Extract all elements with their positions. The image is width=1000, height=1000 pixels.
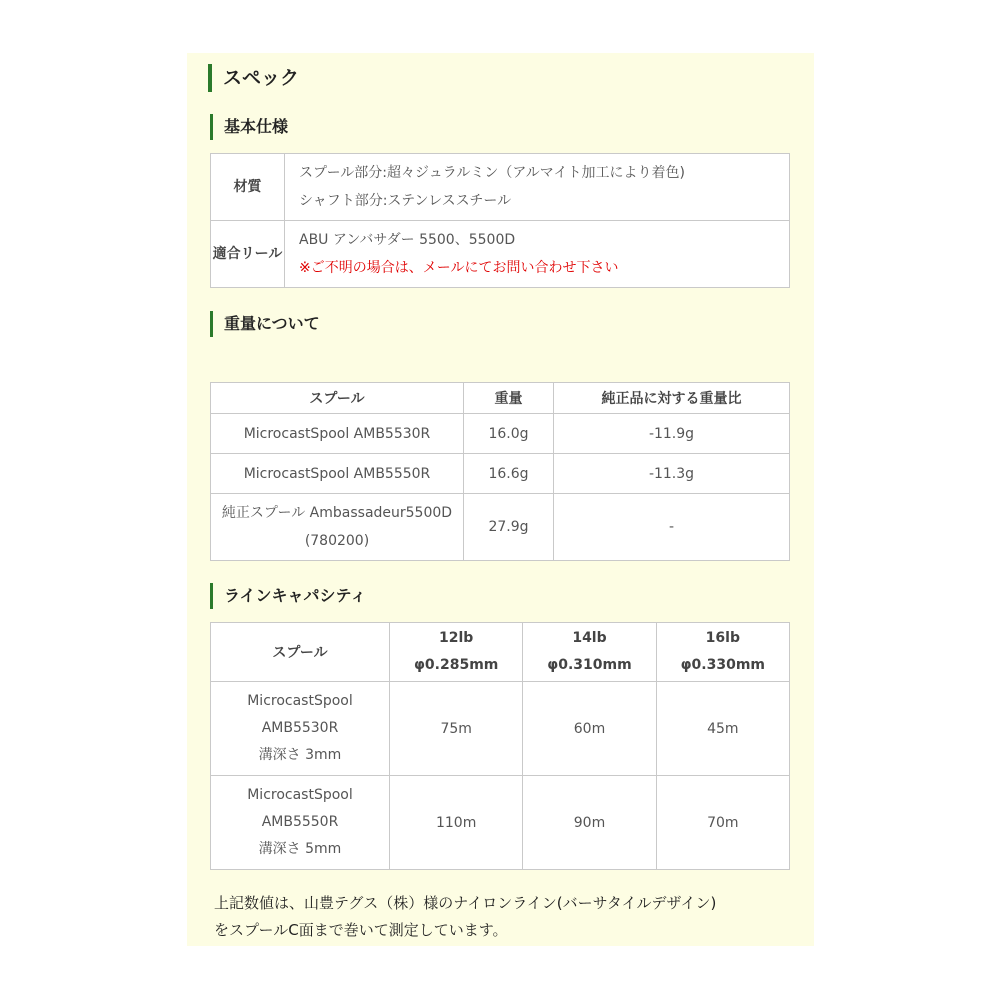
basic-spec-heading: 基本仕様 (210, 114, 288, 140)
table-row (211, 776, 790, 870)
weight-ratio: -11.3g (554, 454, 790, 494)
spec-row-material (211, 154, 790, 221)
capacity-value: 90m (523, 776, 656, 870)
spec-label: 適合リール (211, 221, 285, 288)
spool-name-line: MicrocastSpool (247, 787, 353, 803)
measurement-note (214, 890, 804, 944)
weight-table (210, 382, 790, 561)
line-diameter: φ0.285mm (413, 657, 499, 673)
spool-name-line: AMB5530R (261, 720, 339, 736)
capacity-value: 75m (390, 682, 523, 776)
spec-line: シャフト部分:ステンレススチール (299, 193, 512, 209)
capacity-value: 45m (656, 682, 789, 776)
spool-name (211, 494, 464, 561)
column-header: 重量 (464, 383, 554, 414)
weight-ratio: -11.9g (554, 414, 790, 454)
page-title: スペック (208, 64, 299, 92)
spool-name-line: MicrocastSpool (247, 693, 353, 709)
table-row (211, 454, 790, 494)
spec-label: 材質 (211, 154, 285, 221)
line-diameter: φ0.330mm (680, 657, 766, 673)
line-diameter: φ0.310mm (547, 657, 632, 673)
column-header-12lb (390, 623, 523, 682)
spool-name (211, 682, 390, 776)
spool-name: MicrocastSpool AMB5530R (211, 414, 464, 454)
table-row (211, 414, 790, 454)
table-row (211, 682, 790, 776)
capacity-value: 70m (656, 776, 789, 870)
line-strength: 12lb (439, 630, 474, 646)
spec-row-reel (211, 221, 790, 288)
capacity-table (210, 622, 790, 870)
spool-name-line: (780200) (304, 533, 370, 549)
spec-value (285, 221, 790, 288)
spool-name: MicrocastSpool AMB5550R (211, 454, 464, 494)
spool-name-line: AMB5550R (261, 814, 339, 830)
column-header: スプール (211, 623, 390, 682)
spool-name (211, 776, 390, 870)
column-header: 純正品に対する重量比 (554, 383, 790, 414)
inquiry-note: ※ご不明の場合は、メールにてお問い合わせ下さい (299, 260, 619, 276)
table-header-row (211, 623, 790, 682)
weight-ratio: - (554, 494, 790, 561)
basic-spec-table (210, 153, 790, 288)
note-line: 上記数値は、山豊テグス（株）様のナイロンライン(バーサタイルデザイン) (214, 894, 717, 912)
spool-name-line: 溝深さ 3mm (258, 747, 342, 763)
table-header-row (211, 383, 790, 414)
capacity-value: 60m (523, 682, 656, 776)
weight-value: 27.9g (464, 494, 554, 561)
column-header: スプール (211, 383, 464, 414)
weight-value: 16.6g (464, 454, 554, 494)
spec-value (285, 154, 790, 221)
note-line: をスプールC面まで巻いて測定しています。 (214, 921, 508, 939)
weight-value: 16.0g (464, 414, 554, 454)
weight-heading: 重量について (210, 311, 320, 337)
spec-line: ABU アンバサダー 5500、5500D (299, 232, 516, 248)
capacity-value: 110m (390, 776, 523, 870)
spool-name-line: 溝深さ 5mm (258, 841, 342, 857)
capacity-heading: ラインキャパシティ (210, 583, 366, 609)
column-header-14lb (523, 623, 656, 682)
column-header-16lb (656, 623, 789, 682)
spool-name-line: 純正スプール Ambassadeur5500D (221, 505, 453, 521)
line-strength: 14lb (572, 630, 607, 646)
spec-line: スプール部分:超々ジュラルミン（アルマイト加工により着色) (299, 165, 685, 181)
table-row (211, 494, 790, 561)
line-strength: 16lb (705, 630, 740, 646)
